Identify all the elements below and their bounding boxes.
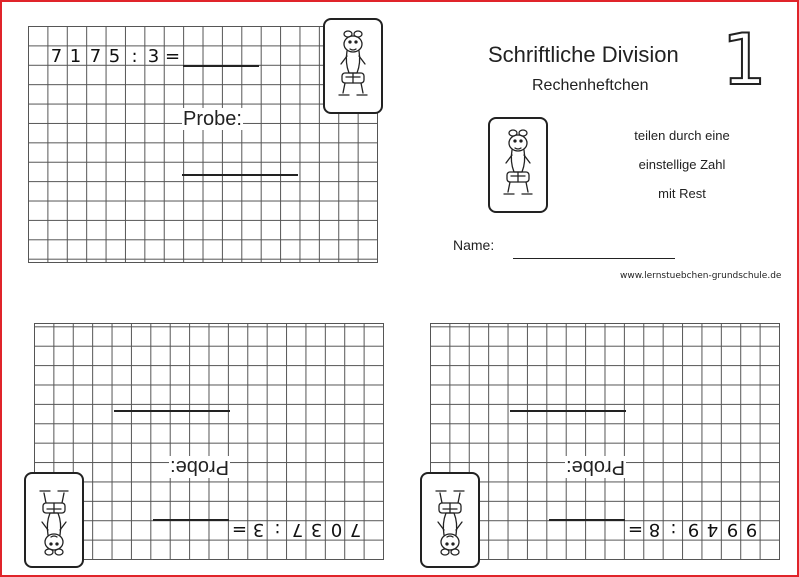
top-left-answer-line: [183, 65, 259, 67]
top-left-problem: [47, 47, 187, 67]
bottom-left-answer-line: [153, 519, 229, 521]
problem-digit: 1: [69, 46, 82, 67]
problem-digit: 7: [50, 46, 63, 67]
top-left-probe-label: Probe:: [183, 108, 242, 130]
problem-operator: :: [670, 519, 677, 540]
problem-equals: =: [231, 519, 248, 540]
problem-digit: 7: [89, 46, 102, 67]
mouse-mascot-icon: [26, 474, 82, 566]
name-field-line[interactable]: [513, 258, 675, 259]
mouse-mascot-icon: [325, 20, 381, 112]
bottom-right-probe-label: Probe:: [566, 456, 625, 478]
problem-digit: 9: [687, 519, 700, 540]
problem-digit: 9: [745, 519, 758, 540]
bottom-left-problem: [225, 519, 365, 539]
cover-description-line: einstellige Zahl: [638, 157, 726, 172]
website-url: www.lernstuebchen-grundschule.de: [620, 271, 782, 281]
bottom-left-probe-line: [114, 410, 230, 412]
problem-digit: 3: [252, 519, 265, 540]
mascot-card-bottom-left: [24, 472, 84, 568]
cover-subtitle: Rechenheftchen: [532, 77, 649, 94]
problem-digit: 4: [706, 519, 719, 540]
problem-operator: :: [274, 519, 281, 540]
mascot-card-bottom-right: [420, 472, 480, 568]
bottom-left-probe-label: Probe:: [170, 456, 229, 478]
mouse-mascot-icon: [490, 119, 546, 211]
bottom-right-answer-line: [549, 519, 625, 521]
problem-equals: =: [627, 519, 644, 540]
problem-digit: 7: [291, 519, 304, 540]
problem-digit: 7: [349, 519, 362, 540]
problem-operator: :: [131, 46, 138, 67]
cover-title: Schriftliche Division: [488, 42, 679, 67]
bottom-left-card: [22, 310, 384, 560]
mascot-card-top: [323, 18, 383, 114]
problem-digit: 3: [147, 46, 160, 67]
bottom-right-problem: [621, 519, 761, 539]
booklet-number: 1: [722, 19, 767, 101]
problem-digit: 5: [108, 46, 121, 67]
top-left-probe-line: [182, 174, 298, 176]
problem-digit: 8: [648, 519, 661, 540]
mascot-card-cover: [488, 117, 548, 213]
bottom-right-probe-line: [510, 410, 626, 412]
cover-description-line: teilen durch eine: [634, 128, 730, 143]
bottom-right-card: [418, 310, 780, 560]
problem-equals: =: [164, 46, 181, 67]
name-label: Name:: [453, 237, 495, 253]
problem-digit: 3: [310, 519, 323, 540]
mouse-mascot-icon: [422, 474, 478, 566]
problem-digit: 0: [330, 519, 343, 540]
problem-digit: 9: [726, 519, 739, 540]
cover-description-line: mit Rest: [658, 186, 706, 201]
